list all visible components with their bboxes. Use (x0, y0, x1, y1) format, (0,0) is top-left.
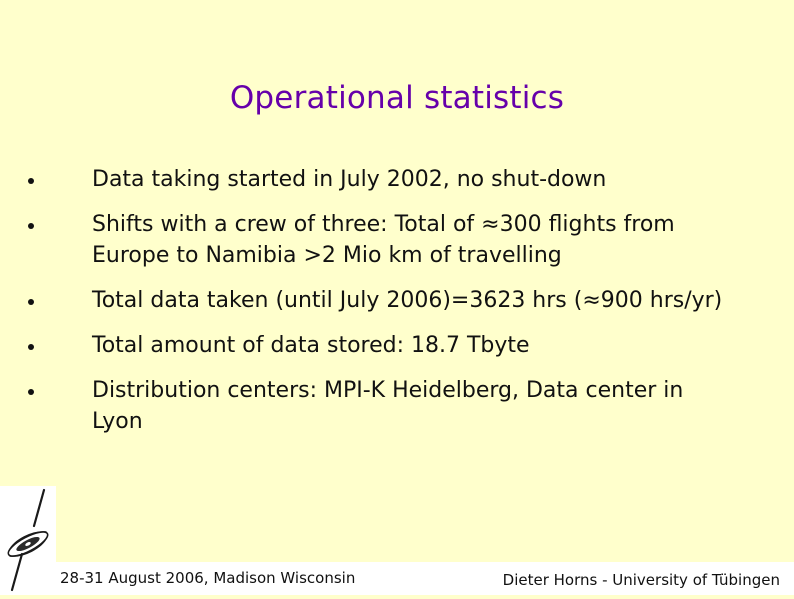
bullet-dot (28, 178, 34, 184)
footer-event: 28-31 August 2006, Madison Wisconsin (60, 569, 356, 587)
bullet-dot (28, 344, 34, 350)
bullet-text: Shifts with a crew of three: Total of ≈300 flights from (92, 212, 675, 237)
bullet-dot (28, 299, 34, 305)
bullet-item (28, 164, 768, 195)
bullet-text: Distribution centers: MPI-K Heidelberg, Data center in (92, 378, 684, 403)
footer-author: Dieter Horns - University of Tübingen (502, 571, 780, 589)
bullet-text: Total data taken (until July 2006)=3623 hrs (≈900 hrs/yr) (92, 288, 723, 313)
bullet-dot (28, 223, 34, 229)
bullet-text-continued: Lyon (92, 409, 143, 434)
bullet-list (28, 164, 768, 451)
bullet-dot (28, 389, 34, 395)
bullet-item (28, 330, 768, 361)
bullet-text: Data taking started in July 2002, no shut-down (92, 167, 607, 192)
hess-telescope-logo-icon (0, 486, 56, 595)
bullet-text: Total amount of data stored: 18.7 Tbyte (92, 333, 530, 358)
bullet-item (28, 209, 768, 271)
bullet-text-continued: Europe to Namibia >2 Mio km of travelling (92, 243, 562, 268)
slide-title: Operational statistics (229, 80, 565, 116)
bullet-item (28, 285, 768, 316)
bullet-item (28, 375, 768, 437)
